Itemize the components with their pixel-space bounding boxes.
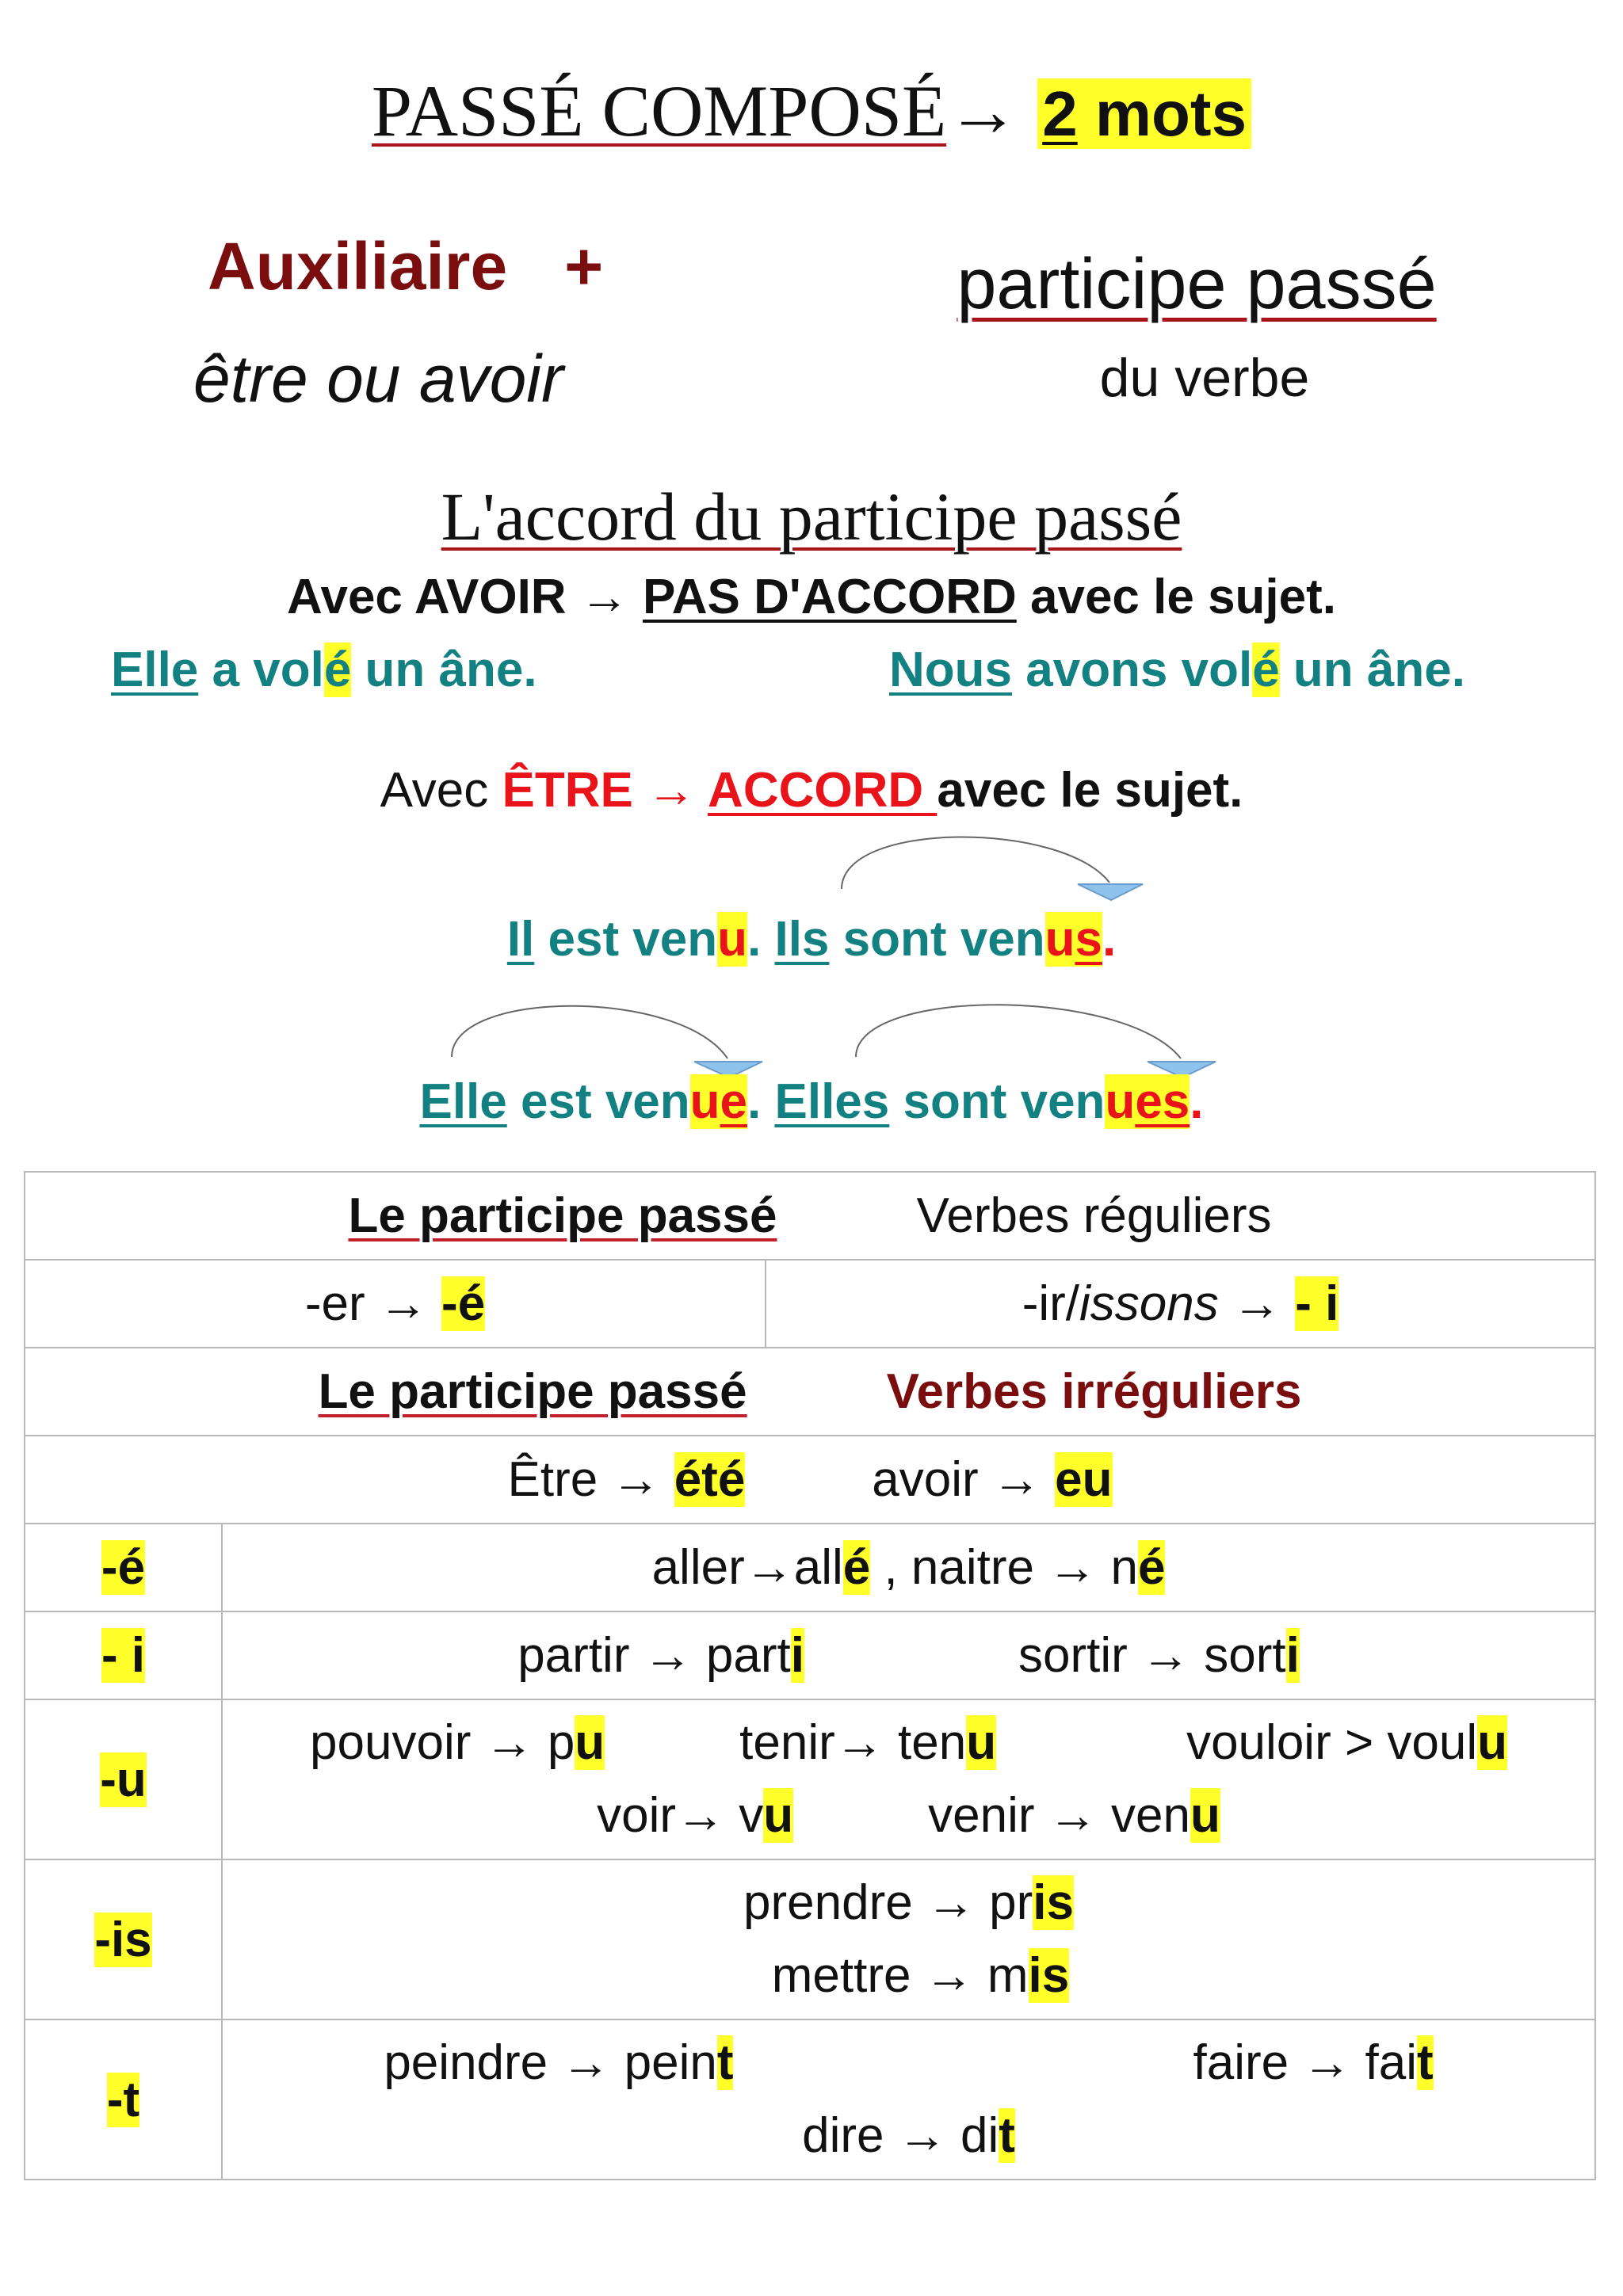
etre-participle: été xyxy=(674,1452,746,1507)
regular-er-ending: -é xyxy=(441,1276,486,1331)
ending-examples-e xyxy=(222,1524,1595,1611)
example-subject: Elle xyxy=(419,1074,507,1129)
verb-text: tenir→ ten xyxy=(739,1715,967,1770)
ending-part: u xyxy=(1044,912,1075,967)
avoir-rule-underlined: PAS D'ACCORD xyxy=(643,570,1017,624)
ending-examples-is xyxy=(222,1859,1595,2019)
ending-label-t xyxy=(25,2019,222,2180)
ending-agreement: s xyxy=(1075,912,1102,967)
verb-ending: u xyxy=(1477,1715,1507,1770)
verb-text: sortir → sort xyxy=(1018,1628,1286,1683)
example-text: sont ven xyxy=(889,1074,1106,1129)
example-text: est ven xyxy=(506,1074,690,1129)
table-row xyxy=(25,1859,1595,2019)
verb-text: pouvoir → p xyxy=(310,1715,575,1770)
verb-ending: t xyxy=(999,2108,1015,2163)
avoir-rule-prefix: Avec AVOIR → xyxy=(286,570,643,624)
table-row xyxy=(25,1172,1595,1260)
verb-line xyxy=(223,1707,1594,1779)
title-passe-compose: PASSÉ COMPOSÉ xyxy=(371,71,947,151)
ending-label: -is xyxy=(94,1912,152,1967)
table-row xyxy=(25,1524,1595,1611)
plus-sign: + xyxy=(564,229,604,303)
ending-label-e xyxy=(25,1524,222,1611)
auxiliary-sub: être ou avoir xyxy=(193,341,563,416)
verb-line xyxy=(223,1867,1594,1939)
ending-label-i xyxy=(25,1611,222,1699)
regular-header-left: Le participe passé xyxy=(348,1188,777,1243)
ending-agreement: e xyxy=(720,1074,748,1129)
verb-text: mettre → m xyxy=(771,1948,1029,2003)
regular-ir-cell xyxy=(766,1260,1595,1348)
example-subject: Elle xyxy=(111,643,199,697)
verb-text: peindre → pein xyxy=(384,2035,717,2090)
regular-ir-issons: issons xyxy=(1079,1276,1219,1331)
participle-table xyxy=(24,1171,1596,2180)
verb-text: vouloir > voul xyxy=(1186,1715,1478,1770)
participle-sub: du verbe xyxy=(1099,348,1310,408)
example-text: . xyxy=(1102,912,1117,967)
example-text: . xyxy=(747,912,775,967)
verb-text: partir → part xyxy=(517,1628,791,1683)
ending-label: -é xyxy=(101,1540,146,1595)
verb-text: , naitre → n xyxy=(870,1540,1138,1595)
accord-title-text: L'accord du participe passé xyxy=(441,479,1182,555)
ending-label: -u xyxy=(100,1752,147,1807)
regular-ir-arrow: → xyxy=(1218,1276,1296,1331)
avoir-text: avoir → xyxy=(872,1452,1056,1507)
example-text: avons vol xyxy=(1012,643,1253,697)
ending-part: u xyxy=(689,1074,720,1129)
example-ending: é xyxy=(323,643,352,697)
regular-er-text: -er → xyxy=(304,1276,442,1331)
regular-ir-ending: - i xyxy=(1295,1276,1339,1331)
arrow-curve-3 xyxy=(856,1005,1181,1058)
title-arrow: → xyxy=(946,71,1020,151)
etre-examples-line-2 xyxy=(0,1074,1623,1130)
verb-ending: i xyxy=(790,1628,804,1683)
avoir-rule-suffix: avec le sujet. xyxy=(1016,570,1337,624)
ending-examples-i xyxy=(222,1611,1595,1699)
participle-text: participe passé xyxy=(957,245,1437,324)
ending-label-is xyxy=(25,1859,222,2019)
verb-ending: u xyxy=(966,1715,997,1770)
verb-ending: u xyxy=(1190,1788,1220,1843)
verb-ending: é xyxy=(842,1540,871,1595)
example-subject: Ils xyxy=(774,912,830,967)
example-subject: Il xyxy=(506,912,535,967)
table-row xyxy=(25,1260,1595,1348)
verb-text: voir→ v xyxy=(597,1788,764,1843)
etre-rule-underlined: ACCORD xyxy=(708,763,938,818)
etre-rule-verb: ÊTRE → xyxy=(502,763,708,818)
example-text: est ven xyxy=(534,912,718,967)
etre-text: Être → xyxy=(507,1452,674,1507)
example-text: un âne. xyxy=(351,643,537,697)
verb-line xyxy=(223,2027,1594,2100)
regular-header xyxy=(25,1172,1595,1260)
example-ending xyxy=(690,1074,747,1129)
verb-ending: i xyxy=(1285,1628,1300,1683)
example-text: sont ven xyxy=(829,912,1045,967)
verb-text: dire → di xyxy=(802,2108,999,2163)
ending-part: u xyxy=(1105,1074,1136,1129)
regular-header-right: Verbes réguliers xyxy=(916,1188,1272,1243)
table-row xyxy=(25,1611,1595,1699)
auxiliary-text: Auxiliaire xyxy=(208,229,508,303)
verb-ending: is xyxy=(1033,1875,1074,1930)
example-subject: Elles xyxy=(774,1074,890,1129)
verb-text: aller→all xyxy=(651,1540,843,1595)
ending-label-u xyxy=(25,1699,222,1859)
ending-label: -t xyxy=(106,2072,140,2127)
verb-ending: t xyxy=(1417,2035,1434,2090)
ending-label: - i xyxy=(101,1628,146,1683)
title-number: 2 xyxy=(1042,78,1078,149)
etre-rule-prefix: Avec xyxy=(380,763,502,818)
table-row xyxy=(25,2019,1595,2180)
verb-line xyxy=(223,2100,1594,2172)
example-ending: u xyxy=(717,912,748,967)
example-text: . xyxy=(1190,1074,1204,1129)
verb-text: venir → ven xyxy=(928,1788,1190,1843)
example-ending xyxy=(1105,1074,1190,1129)
example-subject: Nous xyxy=(889,643,1012,697)
irregular-header-right: Verbes irréguliers xyxy=(886,1364,1302,1419)
verb-line xyxy=(223,1779,1594,1852)
arrow-head-1 xyxy=(1078,884,1143,900)
irregular-header xyxy=(25,1348,1595,1436)
avoir-participle: eu xyxy=(1055,1452,1113,1507)
arrow-curve-1 xyxy=(842,837,1109,889)
regular-er-cell xyxy=(25,1260,766,1348)
table-row xyxy=(25,1699,1595,1859)
arrow-curve-2 xyxy=(452,1006,727,1058)
regular-ir-text: -ir/ xyxy=(1022,1276,1079,1331)
etre-examples-line-1 xyxy=(0,911,1623,967)
verb-ending: u xyxy=(763,1788,794,1843)
verb-ending: é xyxy=(1137,1540,1166,1595)
etre-avoir-cell xyxy=(25,1436,1595,1524)
verb-ending: is xyxy=(1028,1948,1070,2003)
title-word: mots xyxy=(1094,78,1247,149)
verb-ending: u xyxy=(575,1715,605,1770)
example-text: a vol xyxy=(198,643,324,697)
ending-examples-t xyxy=(222,2019,1595,2180)
etre-rule-suffix: avec le sujet. xyxy=(937,763,1243,818)
ending-agreement: es xyxy=(1135,1074,1190,1129)
irregular-header-left: Le participe passé xyxy=(318,1364,747,1419)
verb-line xyxy=(223,1939,1594,2012)
example-text: un âne. xyxy=(1279,643,1465,697)
ending-examples-u xyxy=(222,1699,1595,1859)
verb-ending: t xyxy=(716,2035,734,2090)
table-row xyxy=(25,1348,1595,1436)
verb-text: faire → fai xyxy=(1193,2035,1418,2090)
example-ending: é xyxy=(1252,643,1280,697)
example-text: . xyxy=(747,1074,775,1129)
verb-text: prendre → pr xyxy=(743,1875,1033,1930)
example-ending xyxy=(1045,912,1102,967)
table-row xyxy=(25,1436,1595,1524)
